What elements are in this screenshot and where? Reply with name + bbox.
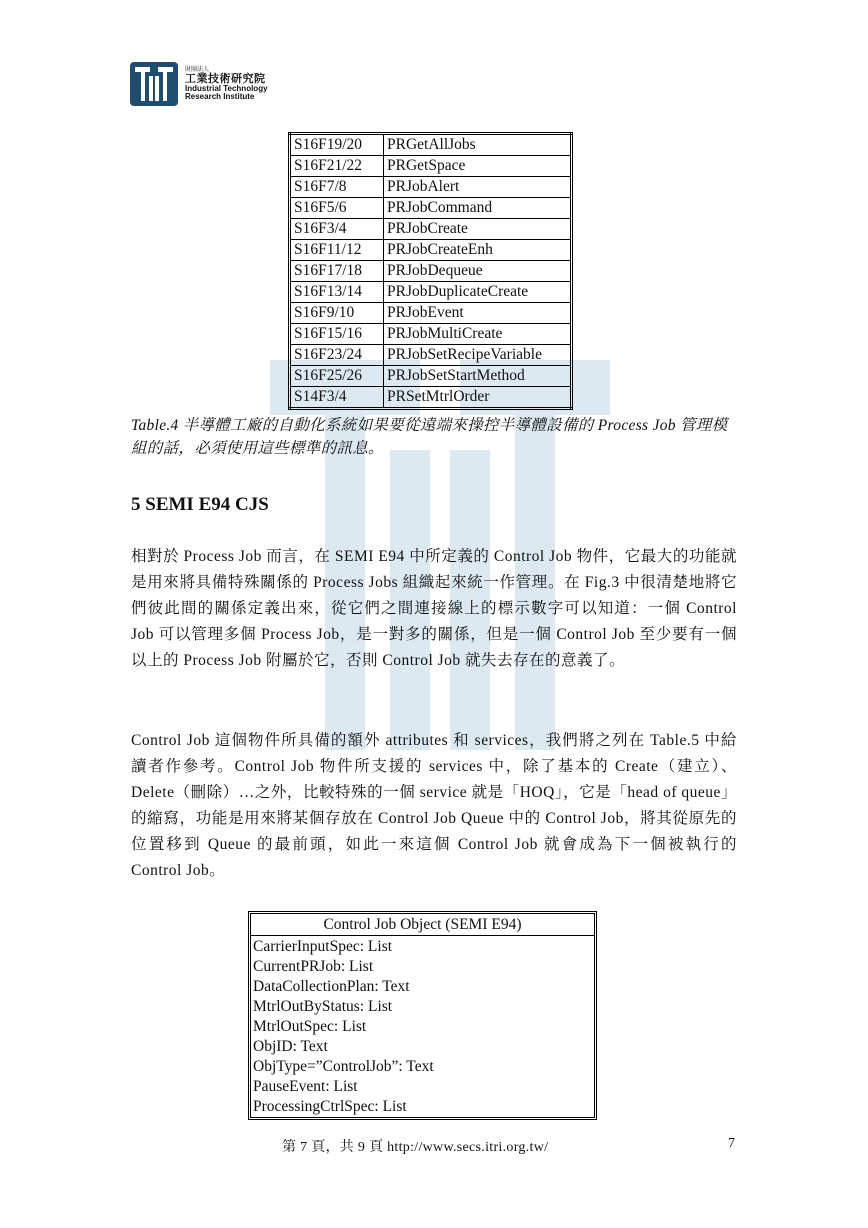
object-attribute-row: ObjID: Text	[253, 1038, 328, 1055]
stream-function-cell: S16F19/20	[290, 134, 384, 156]
stream-function-cell: S16F3/4	[290, 219, 384, 240]
stream-function-cell: S16F5/6	[290, 198, 384, 219]
message-name-cell: PRJobDequeue	[384, 261, 572, 282]
message-name-cell: PRJobDuplicateCreate	[384, 282, 572, 303]
logo-english-line2: Research Institute	[185, 91, 255, 101]
secs-message-table	[288, 132, 573, 410]
object-attribute-row: CurrentPRJob: List	[253, 958, 374, 975]
page-number: 7	[728, 1136, 735, 1151]
page-footer: 第 7 頁，共 9 頁 http://www.secs.itri.org.tw/	[282, 1140, 549, 1155]
stream-function-cell: S16F15/16	[290, 324, 384, 345]
message-name-cell: PRJobAlert	[384, 177, 572, 198]
table-row	[290, 282, 572, 303]
itri-logo	[130, 62, 268, 106]
itri-logo-icon	[130, 62, 178, 106]
stream-function-cell: S16F9/10	[290, 303, 384, 324]
table-row	[290, 324, 572, 345]
paragraph: Control Job 這個物件所具備的額外 attributes 和 services，我們將之列在 Table.5 中給讀者作參考。Control Job 物件所支援的 services 中，除了基本的 Create（建立）、Delete（刪除）…之外，比較特殊的一個 service 就是「HOQ」，它是「head of queue」的縮寫，功能是用來將某個存放在 Control Job Queue 中的 Control Job，將其從原先的位置移到 Queue 的最前頭，如此一來這個 Control Job 就會成為下一個被執行的 Control Job。	[131, 732, 737, 879]
message-name-cell: PRJobSetStartMethod	[384, 366, 572, 387]
secs-message-table-body	[290, 134, 572, 409]
message-name-cell: PRSetMtrlOrder	[384, 387, 572, 409]
stream-function-cell: S16F25/26	[290, 366, 384, 387]
message-name-cell: PRJobCreate	[384, 219, 572, 240]
message-name-cell: PRJobSetRecipeVariable	[384, 345, 572, 366]
table-row	[290, 134, 572, 156]
object-table-title: Control Job Object (SEMI E94)	[251, 914, 594, 936]
table-row	[290, 219, 572, 240]
object-attribute-row: MtrlOutByStatus: List	[253, 998, 393, 1015]
table-row	[290, 240, 572, 261]
table-row	[290, 303, 572, 324]
table-row	[290, 345, 572, 366]
message-name-cell: PRJobCommand	[384, 198, 572, 219]
object-attribute-row: CarrierInputSpec: List	[253, 938, 393, 955]
stream-function-cell: S14F3/4	[290, 387, 384, 409]
logo-small-text: 財團法人	[185, 65, 210, 73]
logo-chinese-name: 工業技術研究院	[185, 71, 266, 85]
object-attribute-row: ProcessingCtrlSpec: List	[253, 1098, 407, 1115]
stream-function-cell: S16F23/24	[290, 345, 384, 366]
stream-function-cell: S16F7/8	[290, 177, 384, 198]
stream-function-cell: S16F21/22	[290, 156, 384, 177]
table-row	[290, 198, 572, 219]
object-attribute-row: DataCollectionPlan: Text	[253, 978, 410, 995]
table-row	[290, 261, 572, 282]
logo-text	[185, 67, 268, 102]
object-attribute-row: ObjType=”ControlJob”: Text	[253, 1058, 434, 1075]
message-name-cell: PRJobMultiCreate	[384, 324, 572, 345]
table-row	[290, 366, 572, 387]
object-attribute-row: MtrlOutSpec: List	[253, 1018, 367, 1035]
table-row	[290, 387, 572, 409]
table-row	[290, 177, 572, 198]
section-title: 5 SEMI E94 CJS	[131, 494, 269, 515]
message-name-cell: PRJobCreateEnh	[384, 240, 572, 261]
table-caption: Table.4 半導體工廠的自動化系統如果要從遠端來操控半導體設備的 Process Job 管理模組的話，必須使用這些標準的訊息。	[131, 417, 728, 457]
object-attribute-row: PauseEvent: List	[253, 1078, 358, 1095]
object-attribute-list	[251, 936, 594, 1117]
logo-english-line1: Industrial Technology	[185, 83, 268, 93]
stream-function-cell: S16F13/14	[290, 282, 384, 303]
message-name-cell: PRGetSpace	[384, 156, 572, 177]
table-row	[290, 156, 572, 177]
stream-function-cell: S16F17/18	[290, 261, 384, 282]
paragraph: 相對於 Process Job 而言，在 SEMI E94 中所定義的 Control Job 物件，它最大的功能就是用來將具備特殊關係的 Process Jobs 組織起來統一作管理。在 Fig.3 中很清楚地將它們彼此間的關係定義出來，從它們之間連接線上的標示數字可以知道：一個 Control Job 可以管理多個 Process Job，是一對多的關係，但是一個 Control Job 至少要有一個以上的 Process Job 附屬於它，否則 Control Job 就失去存在的意義了。	[131, 548, 737, 669]
stream-function-cell: S16F11/12	[290, 240, 384, 261]
control-job-object-table	[248, 911, 597, 1120]
message-name-cell: PRJobEvent	[384, 303, 572, 324]
message-name-cell: PRGetAllJobs	[384, 134, 572, 156]
